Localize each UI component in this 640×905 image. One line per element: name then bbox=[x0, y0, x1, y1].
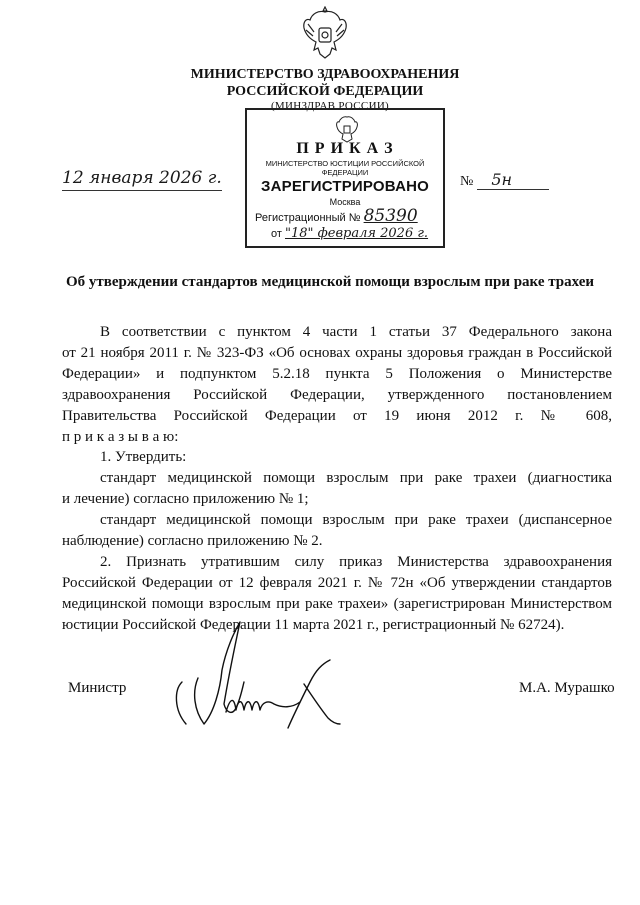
order-word: П Р И К А З bbox=[296, 140, 394, 157]
preamble-line: от 21 ноября 2011 г. № 323-ФЗ «Об основах охраны здоровья граждан в Российской bbox=[62, 345, 612, 361]
handwritten-signature bbox=[170, 620, 350, 740]
stamp-reg-label: Регистрационный № bbox=[255, 212, 361, 224]
preamble-line: здравоохранения Российской Федерации, утвержденного постановлением bbox=[62, 387, 612, 403]
stamp-city: Москва bbox=[329, 197, 361, 207]
coat-of-arms-emblem bbox=[300, 6, 350, 62]
order-title: Об утверждении стандартов медицинской помощи взрослым при раке трахеи bbox=[65, 274, 595, 290]
preamble-line: В соответствии с пунктом 4 части 1 статьи 37 Федерального закона bbox=[100, 324, 612, 340]
standard-1-line: и лечение) согласно приложению № 1; bbox=[62, 491, 309, 507]
preamble-line: Правительства Российской Федерации от 19 июня 2012 г. № 608, bbox=[62, 408, 612, 424]
standard-2-line: наблюдение) согласно приложению № 2. bbox=[62, 533, 323, 549]
item-2-line: 2. Признать утратившим силу приказ Министерства здравоохранения bbox=[100, 554, 612, 570]
preamble-paragraph bbox=[62, 322, 612, 448]
standard-1 bbox=[62, 468, 612, 510]
item-2-line: Российской Федерации от 12 февраля 2021 г. № 72н «Об утверждении стандартов bbox=[62, 575, 612, 591]
ministry-name-line2: РОССИЙСКОЙ ФЕДЕРАЦИИ bbox=[226, 84, 424, 99]
minister-name: М.А. Мурашко bbox=[519, 680, 615, 696]
standard-2 bbox=[62, 510, 612, 552]
item-2-line: юстиции Российской Федерации 11 марта 2021 г., регистрационный № 62724). bbox=[62, 617, 565, 633]
stamp-authority: МИНИСТЕРСТВО ЮСТИЦИИ РОССИЙСКОЙ ФЕДЕРАЦИИ bbox=[265, 159, 425, 177]
registration-stamp bbox=[245, 108, 445, 248]
minister-title: Министр bbox=[68, 680, 127, 696]
stamp-date-prefix: от bbox=[271, 228, 282, 240]
stamp-registered: ЗАРЕГИСТРИРОВАНО bbox=[260, 178, 430, 195]
preamble-line: Федерации» и подпунктом 5.2.18 пункта 5 Положения о Министерстве bbox=[62, 366, 612, 382]
ministry-short-name: (МИНЗДРАВ РОССИИ) bbox=[270, 100, 390, 112]
order-number: 5н bbox=[477, 170, 549, 190]
stamp-date-value: "18" февраля 2026 г. bbox=[284, 226, 429, 241]
order-number-label: № bbox=[460, 174, 474, 189]
item-2-line: медицинской помощи взрослым при раке трахеи» (зарегистрирован Министерством bbox=[62, 596, 612, 612]
item-1: 1. Утвердить: bbox=[100, 449, 187, 465]
order-date: 12 января 2026 г. bbox=[62, 168, 222, 191]
ministry-name-line1: МИНИСТЕРСТВО ЗДРАВООХРАНЕНИЯ bbox=[190, 67, 460, 82]
preamble-line: п р и к а з ы в а ю: bbox=[62, 429, 179, 445]
standard-1-line: стандарт медицинской помощи взрослым при раке трахеи (диагностика bbox=[100, 470, 612, 486]
stamp-reg-number: 85390 bbox=[363, 206, 418, 226]
standard-2-line: стандарт медицинской помощи взрослым при раке трахеи (диспансерное bbox=[100, 512, 612, 528]
